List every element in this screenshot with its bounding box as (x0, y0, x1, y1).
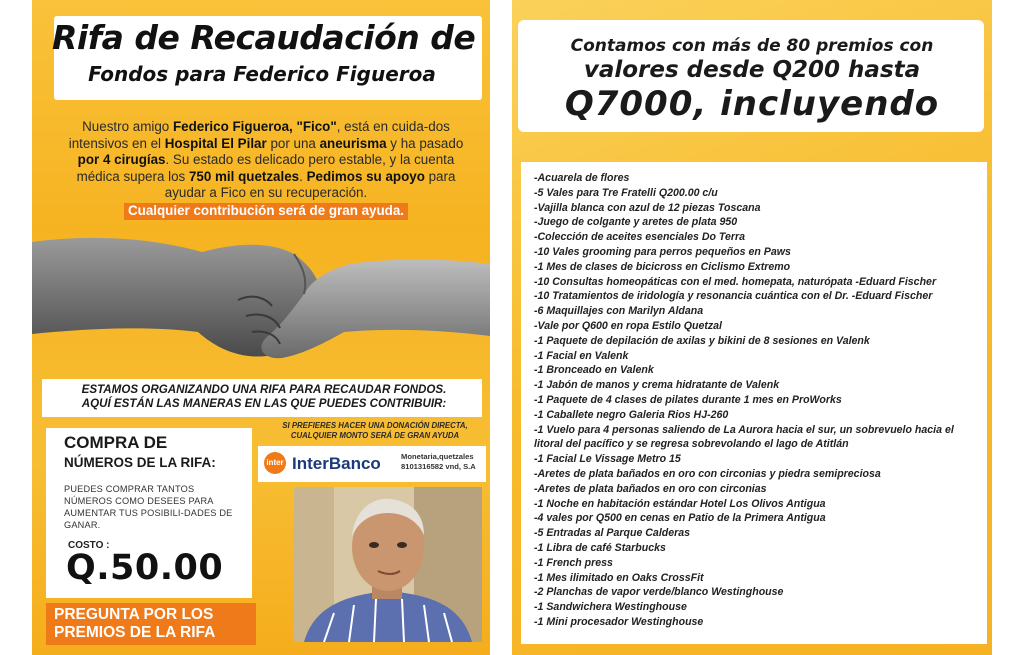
prize-item: -1 Sandwichera Westinghouse (534, 601, 687, 614)
prize-item: -1 Libra de café Starbucks (534, 541, 666, 554)
prize-item: -10 Vales grooming para perros pequeños en Paws (534, 245, 791, 258)
prize-item: -2 Planchas de vapor verde/blanco Westinghouse (534, 586, 784, 599)
prize-item: -6 Maquillajes con Marilyn Aldana (534, 305, 704, 318)
prize-item: -Acuarela de flores (534, 172, 630, 184)
prize-item: -1 Mes de clases de bicicross en Ciclismo Extremo (534, 260, 791, 273)
prizes-list (521, 162, 987, 644)
prize-item: -1 Paquete de 4 clases de pilates durante 1 mes en ProWorks (534, 393, 842, 406)
organizing-text: ESTAMOS ORGANIZANDO UNA RIFA PARA RECAUDAR FONDOS. AQUÍ ESTÁN LAS MANERAS EN LAS QUE PUEDES CONTRIBUIR: (81, 383, 447, 410)
buy-title-line2: NÚMEROS DE LA RIFA: (64, 455, 216, 470)
prize-item: -1 Noche en habitación estándar Hotel Los Olivos Antigua (534, 497, 826, 510)
prize-item: -1 Facial en Valenk (534, 349, 629, 362)
prize-item: -Aretes de plata bañados en oro con circonias (534, 482, 767, 495)
bank-account: Monetaria,quetzales 8101316582 vnd, S.A (401, 452, 476, 471)
prize-item: -1 French press (534, 556, 613, 569)
prize-item: -Juego de colgante y aretes de plata 950 (534, 216, 738, 229)
flyer-title-line1: Rifa de Recaudación de (52, 18, 476, 57)
prize-item: -4 vales por Q500 en cenas en Patio de la Primera Antigua (534, 512, 826, 525)
prize-item: -1 Bronceado en Valenk (534, 364, 654, 377)
donation-note: SI PREFIERES HACER UNA DONACIÓN DIRECTA, CUALQUIER MONTO SERÁ DE GRAN AYUDA (282, 421, 468, 440)
bank-name: InterBanco (292, 454, 381, 473)
prize-item: -Vajilla blanca con azul de 12 piezas Toscana (534, 201, 761, 214)
fundraiser-flyer (32, 0, 490, 655)
flyer-title-line2: Fondos para Federico Figueroa (88, 62, 436, 86)
buy-title-line1: COMPRA DE (64, 433, 168, 452)
federico-portrait (294, 487, 482, 642)
prize-item: -1 Paquete de depilación de axilas y bikini de 8 sesiones en Valenk (534, 334, 870, 347)
cost-label: COSTO : (68, 540, 110, 551)
prizes-flyer (512, 0, 992, 655)
prize-item: -Vale por Q600 en ropa Estilo Quetzal (534, 319, 722, 332)
prizes-header-line1: Contamos con más de 80 premios con (570, 36, 934, 56)
bank-logo-icon: inter (264, 452, 286, 474)
prize-item: -1 Jabón de manos y crema hidratante de Valenk (534, 379, 780, 392)
prize-item: -1 Mes ilimitado en Oaks CrossFit (534, 571, 704, 584)
prize-item: -1 Mini procesador Westinghouse (534, 615, 704, 628)
handshake-image (32, 224, 490, 364)
intro-paragraph: Nuestro amigo Federico Figueroa, "Fico", está en cuida-dos intensivos en el Hospital El Pilar por una aneurisma y ha pasado por 4 cirugías. Su estado es delicado pero estable, y la cuenta médica supera los 750 mil quetzales. Pedimos su apoyo para ayudar a Fico en su recuperación. Cualquier contribución será de gran ayuda. (68, 119, 464, 218)
cost-value: Q.50.00 (66, 548, 224, 588)
prize-item: -1 Vuelo para 4 personas saliendo de La Aurora hacia el sur, un sobrevuelo hacia el litoral del pacífico y se regresa sobrevolando el lago de Atitlán (534, 423, 954, 451)
prize-item: -5 Vales para Tre Fratelli Q200.00 c/u (534, 186, 718, 199)
prize-item: -Aretes de plata bañados en oro con circonias y piedra semipreciosa (534, 467, 881, 480)
buy-description: PUEDES COMPRAR TANTOS NÚMEROS COMO DESEES PARA AUMENTAR TUS POSIBILI-DADES DE GANAR. (64, 484, 233, 530)
prize-item: -1 Facial Le Vissage Metro 15 (534, 453, 681, 466)
prizes-header-line2: valores desde Q200 hasta (583, 57, 921, 83)
ask-prizes-banner: PREGUNTA POR LOS PREMIOS DE LA RIFA (46, 603, 256, 645)
prize-item: -1 Caballete negro Galeria Rios HJ-260 (534, 408, 729, 421)
prize-item: -5 Entradas al Parque Calderas (534, 527, 691, 540)
contribution-highlight: Cualquier contribución será de gran ayuda. (124, 203, 408, 220)
prize-item: -10 Tratamientos de iridología y resonancia cuántica con el Dr. -Eduard Fischer (534, 290, 933, 303)
prizes-header-line3: Q7000, incluyendo (564, 84, 940, 124)
prize-item: -10 Consultas homeopáticas con el med. homepata, naturópata -Eduard Fischer (534, 275, 937, 288)
prize-item: -Colección de aceites esenciales Do Terra (534, 231, 745, 244)
